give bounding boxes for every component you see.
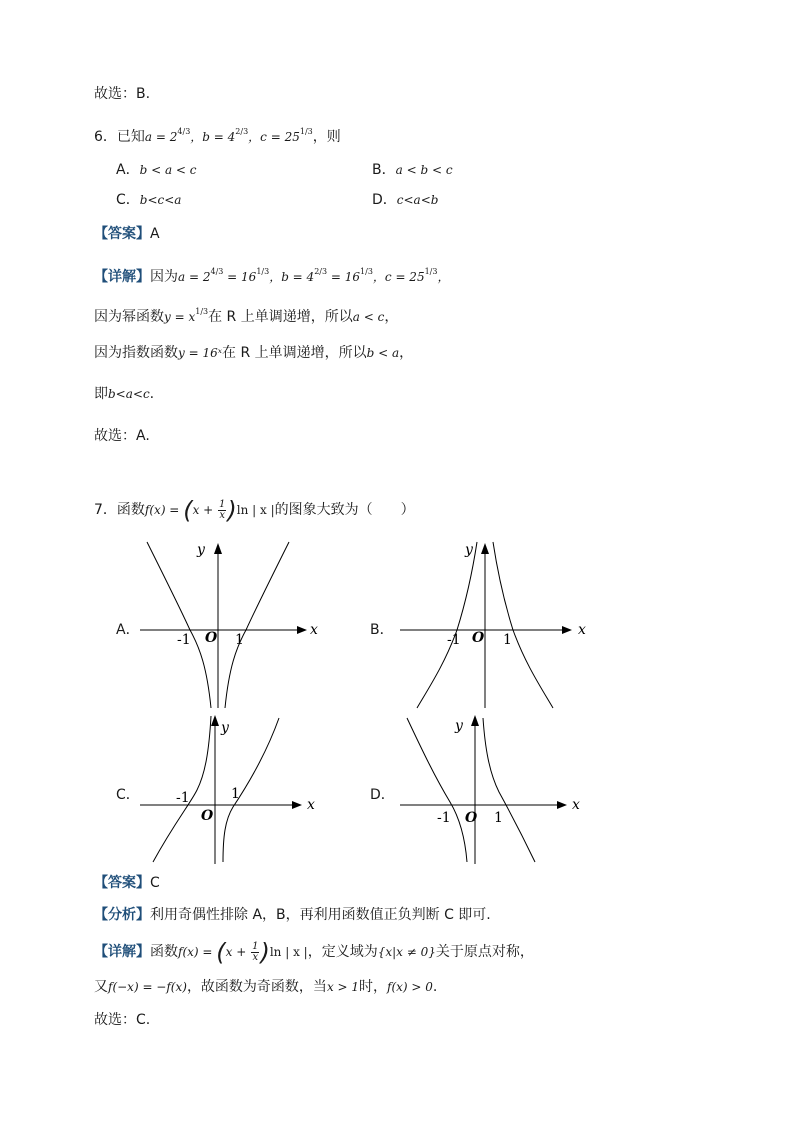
- odd-equation: f(−x) = −f(x): [108, 980, 187, 994]
- origin-label: O: [472, 630, 485, 646]
- option-text: b<c<a: [139, 193, 182, 207]
- line2-prefix: 又: [94, 979, 108, 995]
- option-text: b < a < c: [139, 163, 197, 177]
- therefore-math: b<a<c: [108, 387, 150, 401]
- q6-answer: [94, 224, 160, 244]
- graph-c-label: C．: [116, 787, 140, 803]
- therefore-prefix: 即: [94, 386, 108, 402]
- neg-one-label: -1: [176, 790, 190, 806]
- q6-detail-line-4: [94, 384, 154, 404]
- power-prefix: 因为幂函数: [94, 309, 164, 325]
- q6-stem: [94, 122, 341, 147]
- pos-one-label: 1: [494, 810, 503, 826]
- origin-label: O: [201, 808, 214, 824]
- detail-tag: 【详解】: [94, 944, 150, 960]
- detail-mid: ，定义域为: [307, 944, 378, 960]
- line2-mid2: 时，: [359, 979, 388, 995]
- q7-detail-line-2: [94, 977, 437, 997]
- q7-stem-suffix: 的图象大致为（ ）: [274, 502, 415, 518]
- option-label: C．: [116, 192, 140, 208]
- answer-value: C: [150, 875, 160, 891]
- prev-conclusion: 故选：B.: [94, 86, 151, 102]
- exp-suffix: 在 R 上单调递增，所以: [222, 345, 367, 361]
- q6-detail-line-3: [94, 343, 413, 363]
- y-axis-label: y: [197, 542, 205, 558]
- q7-stem: [94, 497, 415, 524]
- option-text: c<a<b: [396, 193, 439, 207]
- comma: ，: [384, 309, 399, 325]
- graph-d-label: D．: [370, 787, 395, 803]
- q7-answer: [94, 873, 160, 893]
- answer-value: A: [150, 226, 160, 242]
- q6-option-a[interactable]: [116, 160, 197, 180]
- q6-option-d[interactable]: [372, 190, 438, 210]
- exp-function: y = 16ˣ: [178, 346, 222, 360]
- q7-stem-prefix: 7．函数: [94, 502, 145, 518]
- detail-prefix: 函数: [150, 944, 178, 960]
- pos-one-label: 1: [503, 632, 512, 648]
- analysis-text: 利用奇偶性排除 A，B，再利用函数值正负判断 C 即可.: [150, 907, 491, 923]
- detail-suffix: 关于原点对称，: [435, 944, 534, 960]
- q7-detail-function: f(x) = (x + $\frac{1}{x}$ )ln | x |: [178, 938, 308, 967]
- graph-a-label: A．: [116, 622, 140, 638]
- domain-set: {x|x ≠ 0}: [377, 945, 436, 959]
- graph-b[interactable]: [395, 538, 595, 710]
- neg-one-label: -1: [177, 632, 191, 648]
- neg-one-label: -1: [447, 632, 461, 648]
- positive-result: f(x) > 0: [387, 980, 433, 994]
- option-label: D．: [372, 192, 397, 208]
- q6-option-c[interactable]: [116, 190, 181, 210]
- q7-analysis: [94, 905, 491, 925]
- answer-tag: 【答案】: [94, 875, 150, 891]
- q7-conclusion: 故选：C.: [94, 1012, 151, 1028]
- q6-detail-line-2: [94, 302, 398, 327]
- comma: ，: [399, 345, 414, 361]
- option-text: a < b < c: [395, 163, 453, 177]
- analysis-tag: 【分析】: [94, 907, 150, 923]
- y-axis-label: y: [221, 720, 229, 736]
- line2-mid: ，故函数为奇函数，当: [186, 979, 327, 995]
- q6-given-values: $a = 2^{4/3}$，$b = 4^{2/3}$，$c = 25^{1/3}$: [144, 127, 313, 144]
- y-axis-label: y: [465, 542, 473, 558]
- x-axis-label: x: [307, 797, 315, 813]
- pos-one-label: 1: [235, 632, 244, 648]
- graph-c[interactable]: [135, 712, 330, 864]
- x-axis-label: x: [578, 622, 586, 638]
- power-function: $y = x^{1/3}$: [164, 307, 209, 324]
- power-suffix: 在 R 上单调递增，所以: [208, 309, 353, 325]
- q6-option-b[interactable]: [372, 160, 453, 180]
- q7-function: f(x) = (x + $\frac{1}{x}$ )ln | x |: [144, 496, 275, 525]
- neg-one-label: -1: [437, 810, 451, 826]
- x-axis-label: x: [310, 622, 318, 638]
- period: .: [149, 386, 155, 402]
- y-axis-label: y: [455, 718, 463, 734]
- option-label: B．: [372, 162, 396, 178]
- answer-tag: 【答案】: [94, 226, 150, 242]
- graph-d[interactable]: [395, 712, 590, 864]
- q6-stem-suffix: ，则: [312, 129, 341, 145]
- q6-conclusion: 故选：A.: [94, 428, 150, 444]
- exp-result: b < a: [366, 346, 400, 360]
- origin-label: O: [465, 810, 478, 826]
- graph-b-label: B．: [370, 622, 394, 638]
- line2-end: .: [432, 979, 438, 995]
- pos-one-label: 1: [231, 786, 240, 802]
- q6-stem-prefix: 6．已知: [94, 129, 145, 145]
- q7-detail-line-1: [94, 939, 534, 966]
- q6-detail-equations: $a = 2^{4/3} = 16^{1/3}$，$b = 4^{2/3} = 16^{1/3}$，$c = 25^{1/3}$，: [178, 267, 450, 284]
- detail-tag: 【详解】: [94, 269, 150, 285]
- x-axis-label: x: [572, 797, 580, 813]
- graph-a[interactable]: [135, 538, 330, 710]
- detail-intro: 因为: [150, 269, 178, 285]
- condition: x > 1: [326, 980, 360, 994]
- power-result: a < c: [352, 310, 385, 324]
- exp-prefix: 因为指数函数: [94, 345, 178, 361]
- q6-detail-line-1: [94, 262, 449, 287]
- option-label: A．: [116, 162, 140, 178]
- origin-label: O: [205, 630, 218, 646]
